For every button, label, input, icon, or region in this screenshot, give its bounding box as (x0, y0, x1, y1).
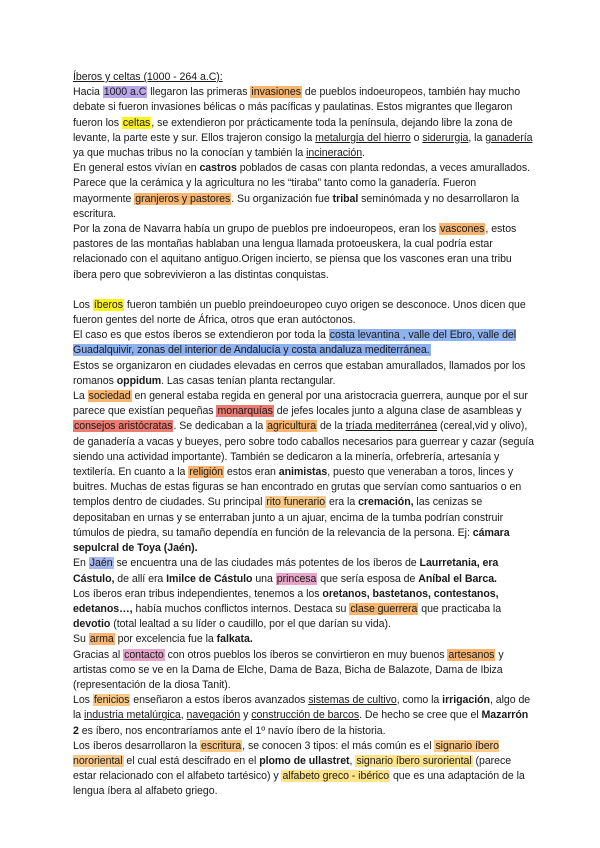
text-run: que es una adaptación de la lengua íbera al alfabeto griego. (73, 770, 525, 798)
highlighted-text: religión (189, 466, 224, 479)
underlined-text: metalurgia del hierro (315, 131, 411, 144)
text-run: era la (326, 496, 359, 509)
text-run: , la (468, 131, 486, 144)
bold-text: tribal (332, 192, 359, 205)
text-run: de la (317, 420, 346, 433)
text-run: (cereal,vid y olivo), de ganadería a vacas y bueyes, pero sobre todo caballos necesarios para guerrear y cazar (seguía siendo una actividad importante). También se dedicaron a la minería, orfebrería, artesanía y textilería. En cuanto a la (73, 420, 535, 479)
text-run: fueron también un pueblo preindoeuropeo cuyo origen se desconoce. Unos dicen que fueron gentes del norte de África, otros que eran autóctonos. (73, 298, 526, 327)
paragraph (73, 85, 535, 161)
paragraph (73, 739, 535, 800)
text-run: . Su organización fue (231, 192, 333, 205)
text-run: seminómada y no desarrollaron la escritura. (73, 192, 520, 220)
highlighted-text: signario íbero suroriental (356, 754, 472, 767)
text-run: que practicaba la (418, 602, 502, 615)
text-run: con otros pueblos los íberos se convirtieron en muy buenos (164, 648, 448, 661)
text-run: por excelencia fue la (114, 633, 217, 646)
highlighted-text: 1000 a.C (103, 86, 147, 99)
text-run: . (362, 147, 365, 160)
text-run: Los íberos desarrollaron la (73, 739, 200, 752)
text-run: Por la zona de Navarra había un grupo de pueblos pre indoeuropeos, eran los (73, 223, 440, 236)
highlighted-text: vascones (440, 223, 485, 236)
text-run: ya que muchas tribus no la conocían y también la (73, 147, 307, 160)
paragraph (73, 693, 535, 739)
bold-text: irrigación (442, 694, 490, 707)
document-body (73, 70, 535, 800)
text-run: Su (73, 633, 89, 646)
text-run: y artistas como se ve en la Dama de Elche, Dama de Baza, Bicha de Balazote, Dama de Ibiza (representación de la diosa Tanit). (73, 648, 504, 691)
paragraph (73, 161, 535, 222)
text-run: En general estos vivían en (73, 162, 200, 175)
text-run: Estos se organizaron en ciudades elevadas en cerros que estaban amurallados, llamados por los romanos (73, 359, 526, 387)
text-run: una (252, 572, 276, 585)
paragraph (73, 587, 535, 633)
paragraph (73, 328, 535, 358)
highlighted-text: escritura (200, 739, 242, 752)
text-run: de jefes locales junto a alguna clase de asambleas y (273, 405, 522, 418)
text-run: (total lealtad a su líder o caudillo, por el que darían su vida). (110, 618, 391, 631)
underlined-text: tríada mediterránea (345, 420, 438, 433)
text-run: , se extendieron por prácticamente toda la península, dejando libre la zona de levante, la parte este y sur. Ellos trajeron consigo la (73, 116, 513, 144)
highlighted-text: fenicios (93, 694, 130, 707)
highlighted-text: clase guerrera (350, 602, 418, 615)
text-run: de allí era (114, 572, 167, 585)
text-run: La (73, 390, 88, 403)
highlighted-text: signario íbero nororiental (73, 739, 499, 767)
highlighted-text: sociedad (88, 390, 131, 403)
highlighted-text: contacto (124, 648, 164, 661)
text-run: (parece estar relacionado con el alfabeto tartésico) y (73, 754, 512, 783)
text-run: Los (73, 694, 93, 707)
highlighted-text: íberos (93, 298, 123, 311)
paragraph (73, 632, 535, 647)
bold-text: oretanos, bastetanos, contestanos, edetanos…, (73, 587, 499, 615)
highlighted-text: costa levantina , valle del Ebro, valle del Guadalquivir, zonas del interior de Andalucía y costa andaluza mediterránea. (73, 329, 517, 357)
paragraph (73, 222, 535, 283)
underlined-text: ganadería (485, 131, 533, 144)
text-run: Los íberos eran tribus independientes, tenemos a los (73, 587, 323, 600)
text-run: . De hecho se cree que el (359, 709, 482, 722)
underlined-text: Íberos y celtas (1000 - 264 a.C): (73, 71, 223, 83)
highlighted-text: artesanos (448, 648, 495, 661)
text-run: y (240, 709, 252, 722)
bold-text: plomo de ullastret (259, 754, 350, 767)
text-run: es íbero, nos encontraríamos ante el 1º navío íbero de la historia. (78, 724, 386, 737)
text-run: había muchos conflictos internos. Destaca su (132, 602, 350, 615)
paragraph-spacer (73, 283, 535, 298)
text-run: Hacia (73, 86, 103, 99)
text-run: , se conocen 3 tipos: el más común es el (242, 739, 435, 752)
text-run: , puesto que veneraban a toros, linces y buitres. Muchas de estas figuras se han encontrado en grutas que servían como santuarios o en templos dentro de ciudades. Su principal (73, 466, 522, 509)
bold-text: falkata. (216, 633, 253, 646)
highlighted-text: rito funerario (266, 496, 326, 509)
highlighted-text: alfabeto greco - ibérico (282, 770, 390, 783)
highlighted-text: monarquías (217, 405, 273, 418)
text-run: las cenizas se depositaban en urnas y se enterraban junto a un ajuar, encima de la tumba podrían construir túmulos de piedra, su tamaño dependía en función de la relevancia de la persona. Ej: (73, 496, 504, 539)
paragraph (73, 556, 535, 586)
text-run: enseñaron a estos íberos avanzados (130, 694, 309, 707)
document-title (73, 70, 535, 85)
underlined-text: sistemas de cultivo (308, 694, 397, 707)
highlighted-text: invasiones (251, 86, 301, 99)
bold-text: Mazarrón 2 (73, 709, 529, 737)
underlined-text: construcción de barcos (251, 709, 360, 722)
paragraph (73, 389, 535, 556)
text-run: llegaron las primeras (147, 86, 251, 99)
bold-text: cremación, (358, 496, 414, 509)
text-run: el cual está descifrado en el (123, 754, 260, 767)
text-run: de pueblos indoeuropeos, también hay mucho debate si fueron invasiones bélicas o más pacíficas y paulatinas. Estos migrantes que llegaron fueron los (73, 86, 521, 129)
highlighted-text: Jaén (89, 557, 113, 570)
text-run: , (180, 709, 187, 722)
text-run: Los (73, 298, 93, 311)
bold-text: Laurretania, era Cástulo, (73, 557, 499, 585)
text-run: El caso es que estos íberos se extendieron por toda la (73, 329, 329, 342)
text-run: se encuentra una de las ciudades más potentes de los íberos de (113, 557, 420, 570)
highlighted-text: agricultura (267, 420, 317, 433)
text-run: en general estaba regida en general por una aristocracia guerrera, aunque por el sur parece que existían pequeñas (73, 390, 528, 418)
bold-text: Aníbal el Barca. (418, 572, 497, 585)
text-run: . Se dedicaban a la (173, 420, 267, 433)
bold-text: castros (199, 162, 237, 175)
highlighted-text: celtas (122, 116, 151, 129)
underlined-text: siderurgia (422, 131, 469, 144)
text-run: , como la (396, 694, 443, 707)
bold-text: cámara sepulcral de Toya (Jaén). (73, 526, 510, 555)
text-run: o (410, 131, 423, 144)
bold-text: Imilce de Cástulo (166, 572, 253, 585)
bold-text: devotio (73, 618, 111, 631)
highlighted-text: granjeros y pastores (135, 192, 231, 205)
text-run: que sería esposa de (317, 572, 419, 585)
text-run: , estos pastores de las montañas hablaban una lengua llamada protoeuskera, la cual podría estar relacionado con el aquitano antiguo.Origen incierto, se piensa que los vascones eran una tribu íbera pero que sobrevivieron a las distintas conquistas. (73, 223, 517, 281)
text-run: , (349, 754, 356, 767)
highlighted-text: princesa (276, 572, 317, 585)
underlined-text: navegación (186, 709, 241, 722)
bold-text: animistas (278, 466, 328, 479)
text-run: , algo de la (73, 694, 531, 722)
paragraph (73, 359, 535, 389)
bold-text: oppidum (116, 374, 162, 387)
text-run: poblados de casas con planta redondas, a veces amurallados. Parece que la cerámica y la agricultura no les “tiraba” tanto como la ganadería. Fueron mayormente (73, 162, 531, 205)
paragraph (73, 298, 535, 328)
text-run: Gracias al (73, 648, 124, 661)
text-run: En (73, 557, 89, 570)
text-run: estos eran (224, 466, 279, 479)
underlined-text: incineración (306, 147, 363, 160)
text-run: . Las casas tenían planta rectangular. (161, 374, 336, 387)
underlined-text: industria metalúrgica (84, 709, 181, 722)
highlighted-text: arma (89, 633, 114, 646)
highlighted-text: consejos aristócratas (74, 420, 173, 433)
paragraph (73, 648, 535, 694)
